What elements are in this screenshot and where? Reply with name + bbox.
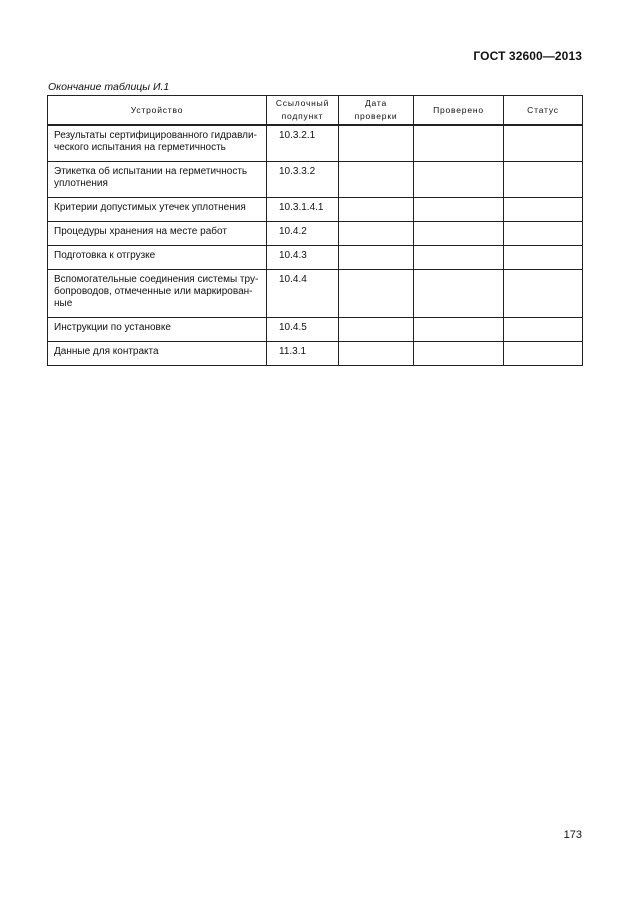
device-cell bbox=[48, 270, 267, 318]
column-header-checked bbox=[414, 96, 504, 126]
column-header-device bbox=[48, 96, 267, 126]
checked-cell bbox=[414, 125, 504, 162]
column-header-checked-label: Проверено bbox=[433, 104, 484, 115]
device-line: Этикетка об испытании на герметичность bbox=[54, 166, 248, 177]
status-cell bbox=[504, 125, 583, 162]
reference-cell: 10.3.3.2 bbox=[267, 162, 339, 198]
column-header-check-date bbox=[339, 96, 414, 126]
device-cell bbox=[48, 198, 267, 222]
table-row bbox=[48, 125, 583, 162]
device-line: Критерии допустимых утечек уплотнения bbox=[54, 202, 246, 213]
check-date-cell bbox=[339, 125, 414, 162]
table-row bbox=[48, 342, 583, 366]
status-cell bbox=[504, 342, 583, 366]
column-header-check-date-line2: проверки bbox=[354, 111, 398, 121]
status-cell bbox=[504, 270, 583, 318]
table-row bbox=[48, 162, 583, 198]
status-cell bbox=[504, 318, 583, 342]
device-cell bbox=[48, 162, 267, 198]
check-date-cell bbox=[339, 222, 414, 246]
reference-cell: 11.3.1 bbox=[267, 342, 339, 366]
checklist-table bbox=[47, 95, 583, 366]
device-cell bbox=[48, 318, 267, 342]
status-cell bbox=[504, 222, 583, 246]
device-cell bbox=[48, 246, 267, 270]
device-line: Результаты сертифицированного гидравли- bbox=[54, 130, 257, 141]
checked-cell bbox=[414, 318, 504, 342]
checked-cell bbox=[414, 246, 504, 270]
device-cell bbox=[48, 222, 267, 246]
device-line: Данные для контракта bbox=[54, 346, 159, 357]
check-date-cell bbox=[339, 246, 414, 270]
table-header-row bbox=[48, 96, 583, 126]
table-row bbox=[48, 270, 583, 318]
column-header-reference-line2: подпункт bbox=[281, 111, 324, 121]
reference-cell: 10.4.3 bbox=[267, 246, 339, 270]
checked-cell bbox=[414, 222, 504, 246]
table-row bbox=[48, 222, 583, 246]
device-line: уплотнения bbox=[54, 178, 108, 189]
checked-cell bbox=[414, 270, 504, 318]
checked-cell bbox=[414, 342, 504, 366]
column-header-status-label: Статус bbox=[527, 104, 559, 115]
reference-cell: 10.4.2 bbox=[267, 222, 339, 246]
page-number: 173 bbox=[563, 829, 582, 841]
table-row bbox=[48, 246, 583, 270]
device-line: Процедуры хранения на месте работ bbox=[54, 226, 227, 237]
device-cell bbox=[48, 342, 267, 366]
document-standard-header: ГОСТ 32600—2013 bbox=[473, 49, 582, 63]
reference-cell: 10.3.2.1 bbox=[267, 125, 339, 162]
device-cell bbox=[48, 125, 267, 162]
check-date-cell bbox=[339, 342, 414, 366]
checked-cell bbox=[414, 162, 504, 198]
column-header-reference bbox=[267, 96, 339, 126]
reference-cell: 10.4.4 bbox=[267, 270, 339, 318]
device-line: ные bbox=[54, 298, 73, 309]
table-row bbox=[48, 198, 583, 222]
device-line: Инструкции по установке bbox=[54, 322, 171, 333]
column-header-check-date-line1: Дата bbox=[364, 98, 388, 108]
reference-cell: 10.3.1.4.1 bbox=[267, 198, 339, 222]
checked-cell bbox=[414, 198, 504, 222]
check-date-cell bbox=[339, 162, 414, 198]
table-row bbox=[48, 318, 583, 342]
check-date-cell bbox=[339, 198, 414, 222]
check-date-cell bbox=[339, 270, 414, 318]
device-line: Подготовка к отгрузке bbox=[54, 250, 156, 261]
column-header-reference-line1: Ссылочный bbox=[275, 98, 330, 108]
status-cell bbox=[504, 162, 583, 198]
column-header-status bbox=[504, 96, 583, 126]
table-caption: Окончание таблицы И.1 bbox=[48, 81, 170, 93]
device-line: Вспомогательные соединения системы тру- bbox=[54, 274, 259, 285]
device-line: бопроводов, отмеченные или маркирован- bbox=[54, 286, 253, 297]
status-cell bbox=[504, 246, 583, 270]
reference-cell: 10.4.5 bbox=[267, 318, 339, 342]
check-date-cell bbox=[339, 318, 414, 342]
status-cell bbox=[504, 198, 583, 222]
device-line: ческого испытания на герметичность bbox=[54, 142, 226, 153]
column-header-device-label: Устройство bbox=[130, 104, 184, 115]
